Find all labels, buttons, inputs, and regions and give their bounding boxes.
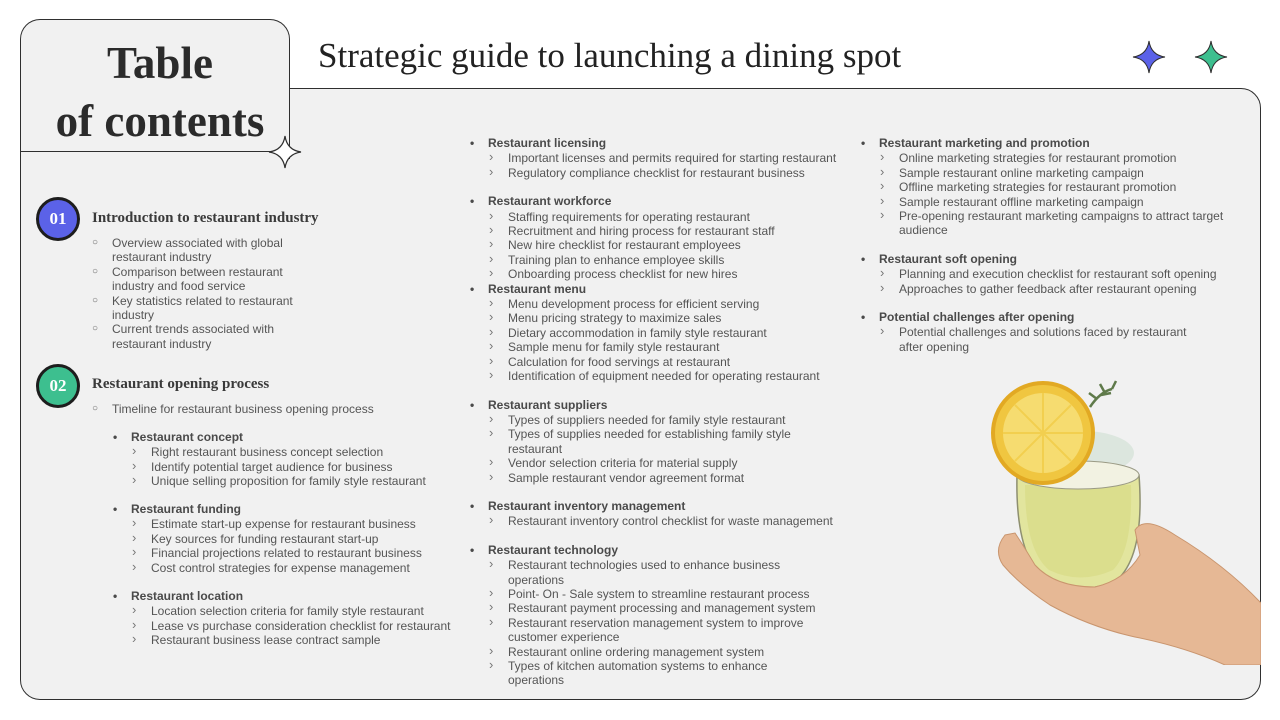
list-item: ○ Timeline for restaurant business opening process xyxy=(92,402,432,416)
list-item: › Restaurant online ordering management system xyxy=(470,645,820,659)
list-item: › Potential challenges and solutions faced by restaurant after opening xyxy=(861,325,1211,354)
list-item: ○ Key statistics related to restaurant industry xyxy=(92,294,322,323)
group-restaurant-inventory: • Restaurant inventory management › Restaurant inventory control checklist for waste management xyxy=(470,499,850,529)
section-number-01: 01 xyxy=(36,197,80,241)
section-01-list xyxy=(92,236,322,351)
list-item: › Cost control strategies for expense management xyxy=(113,561,463,575)
sparkle-green-icon xyxy=(1194,40,1228,74)
list-item: › Point- On - Sale system to streamline restaurant process xyxy=(470,587,820,601)
list-item: › Lease vs purchase consideration checklist for restaurant xyxy=(113,619,463,633)
group-restaurant-marketing: • Restaurant marketing and promotion › Online marketing strategies for restaurant promotion › Sample restaurant online marketing campaign › Offline marketing strategies for restaurant promotion › Sample restaurant offline marketing campaign › Pre-opening restaurant marketing campaigns to attract target audience xyxy=(861,136,1231,238)
list-item: › New hire checklist for restaurant employees xyxy=(470,238,850,252)
list-item: › Planning and execution checklist for restaurant soft opening xyxy=(861,267,1231,281)
list-item: › Key sources for funding restaurant start-up xyxy=(113,532,463,546)
section-title-02: Restaurant opening process xyxy=(92,376,270,392)
list-item: › Calculation for food servings at restaurant xyxy=(470,355,850,369)
group-restaurant-location: • Restaurant location › Location selection criteria for family style restaurant › Lease vs purchase consideration checklist for restaurant › Restaurant business lease contract sample xyxy=(113,589,463,648)
sparkle-blue-icon xyxy=(1132,40,1166,74)
list-item: › Restaurant payment processing and management system xyxy=(470,601,820,615)
list-item: › Pre-opening restaurant marketing campaigns to attract target audience xyxy=(861,209,1231,238)
group-restaurant-suppliers: • Restaurant suppliers › Types of suppliers needed for family style restaurant › Types of supplies needed for establishing family style restaurant › Vendor selection criteria for material supply › Sample restaurant vendor agreement format xyxy=(470,398,850,485)
list-item: › Restaurant business lease contract sample xyxy=(113,633,463,647)
list-item: › Restaurant technologies used to enhance business operations xyxy=(470,558,820,587)
list-item: › Training plan to enhance employee skills xyxy=(470,253,850,267)
list-item: › Types of supplies needed for establishing family style restaurant xyxy=(470,427,810,456)
list-item: › Approaches to gather feedback after restaurant opening xyxy=(861,282,1231,296)
list-item: › Estimate start-up expense for restaurant business xyxy=(113,517,463,531)
list-item: › Right restaurant business concept selection xyxy=(113,445,463,459)
list-item: › Identification of equipment needed for operating restaurant xyxy=(470,369,850,383)
middle-column xyxy=(470,136,850,702)
list-item: › Staffing requirements for operating restaurant xyxy=(470,210,850,224)
list-item: ○ Comparison between restaurant industry and food service xyxy=(92,265,322,294)
list-item: › Types of suppliers needed for family style restaurant xyxy=(470,413,810,427)
list-item: › Regulatory compliance checklist for restaurant business xyxy=(470,166,850,180)
list-item: › Types of kitchen automation systems to enhance operations xyxy=(470,659,820,688)
section-02-intro xyxy=(92,402,432,416)
list-item: › Sample restaurant offline marketing campaign xyxy=(861,195,1231,209)
group-restaurant-licensing: • Restaurant licensing › Important licenses and permits required for starting restaurant › Regulatory compliance checklist for restaurant business xyxy=(470,136,850,180)
list-item: › Restaurant reservation management system to improve customer experience xyxy=(470,616,820,645)
lemonade-glass-image xyxy=(985,365,1261,665)
list-item: › Recruitment and hiring process for restaurant staff xyxy=(470,224,850,238)
group-restaurant-soft-opening: • Restaurant soft opening › Planning and execution checklist for restaurant soft opening › Approaches to gather feedback after restaurant opening xyxy=(861,252,1231,296)
list-item: ○ Current trends associated with restaurant industry xyxy=(92,322,322,351)
section-title-01: Introduction to restaurant industry xyxy=(92,210,319,226)
title-underline xyxy=(20,151,286,152)
list-item: › Menu development process for efficient serving xyxy=(470,297,850,311)
group-restaurant-workforce: • Restaurant workforce › Staffing requirements for operating restaurant › Recruitment and hiring process for restaurant staff › New hire checklist for restaurant employees › Training plan to enhance employee skills › Onboarding process checklist for new hires xyxy=(470,194,850,281)
list-item: › Financial projections related to restaurant business xyxy=(113,546,463,560)
list-item: › Dietary accommodation in family style restaurant xyxy=(470,326,850,340)
list-item: › Restaurant inventory control checklist for waste management xyxy=(470,514,850,528)
list-item: › Online marketing strategies for restaurant promotion xyxy=(861,151,1231,165)
group-restaurant-concept: • Restaurant concept › Right restaurant business concept selection › Identify potential target audience for business › Unique selling proposition for family style restaurant xyxy=(113,430,463,489)
list-item: › Sample restaurant online marketing campaign xyxy=(861,166,1231,180)
right-column xyxy=(861,136,1231,368)
list-item: › Onboarding process checklist for new hires xyxy=(470,267,850,281)
group-potential-challenges: • Potential challenges after opening › Potential challenges and solutions faced by restaurant after opening xyxy=(861,310,1231,354)
list-item: › Sample restaurant vendor agreement format xyxy=(470,471,810,485)
list-item: › Vendor selection criteria for material supply xyxy=(470,456,810,470)
group-restaurant-funding: • Restaurant funding › Estimate start-up expense for restaurant business › Key sources for funding restaurant start-up › Financial projections related to restaurant business › Cost control strategies for expense management xyxy=(113,502,463,575)
list-item: › Menu pricing strategy to maximize sales xyxy=(470,311,850,325)
list-item: › Sample menu for family style restaurant xyxy=(470,340,850,354)
list-item: › Important licenses and permits required for starting restaurant xyxy=(470,151,850,165)
list-item: › Offline marketing strategies for restaurant promotion xyxy=(861,180,1231,194)
section-number-02: 02 xyxy=(36,364,80,408)
list-item: › Unique selling proposition for family style restaurant xyxy=(113,474,463,488)
sparkle-outline-icon xyxy=(268,135,302,169)
list-item: › Identify potential target audience for business xyxy=(113,460,463,474)
group-restaurant-technology: • Restaurant technology › Restaurant technologies used to enhance business operations › Point- On - Sale system to streamline restaurant process › Restaurant payment processing and management system › Restaurant reservation management system to improve customer experience › Restaurant online ordering management system › Types of kitchen automation systems to enhance operations xyxy=(470,543,850,688)
page-title: Strategic guide to launching a dining spot xyxy=(318,36,902,75)
toc-title: Table of contents xyxy=(55,38,265,146)
group-restaurant-menu: • Restaurant menu › Menu development process for efficient serving › Menu pricing strategy to maximize sales › Dietary accommodation in family style restaurant › Sample menu for family style restaurant › Calculation for food servings at restaurant › Identification of equipment needed for operating restaurant xyxy=(470,282,850,384)
list-item: › Location selection criteria for family style restaurant xyxy=(113,604,463,618)
list-item: ○ Overview associated with global restaurant industry xyxy=(92,236,322,265)
